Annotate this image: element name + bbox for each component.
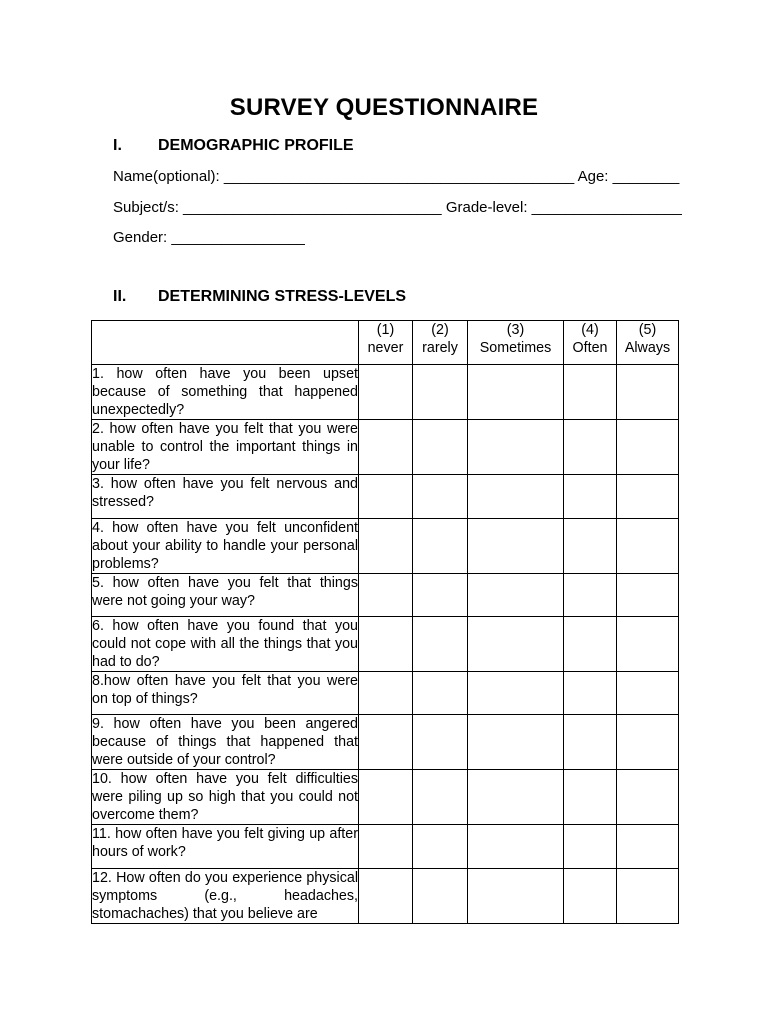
scale-label: rarely	[422, 340, 458, 356]
answer-cell-often[interactable]	[564, 715, 617, 770]
scale-header-sometimes	[468, 321, 564, 365]
question-row	[92, 672, 679, 715]
name-age-field[interactable]: Name(optional): __________________________________________ Age: ________	[113, 168, 680, 185]
answer-cell-rarely[interactable]	[413, 770, 468, 825]
question-text: 11. how often have you felt giving up after hours of work?	[92, 825, 359, 869]
question-header-cell	[92, 321, 359, 365]
scale-header-never	[359, 321, 413, 365]
answer-cell-rarely[interactable]	[413, 869, 468, 924]
answer-cell-always[interactable]	[617, 869, 679, 924]
question-text: 1. how often have you been upset because of something that happened unexpectedly?	[92, 366, 358, 418]
answer-cell-sometimes[interactable]	[468, 617, 564, 672]
answer-cell-never[interactable]	[359, 770, 413, 825]
question-row	[92, 617, 679, 672]
answer-cell-often[interactable]	[564, 574, 617, 617]
answer-cell-sometimes[interactable]	[468, 715, 564, 770]
subject-grade-field[interactable]: Subject/s: _______________________________ Grade-level: __________________	[113, 199, 682, 216]
answer-cell-often[interactable]	[564, 825, 617, 869]
question-text: 10. how often have you felt difficulties were piling up so high that you could not overcome them?	[92, 771, 358, 823]
scale-label: Often	[572, 340, 608, 356]
scale-number: (3)	[506, 322, 525, 338]
stress-survey-table	[91, 320, 679, 924]
question-text: 12. How often do you experience physical symptoms (e.g., headaches, stomachaches) that you believe are	[92, 870, 358, 922]
answer-cell-often[interactable]	[564, 420, 617, 475]
question-row	[92, 574, 679, 617]
answer-cell-never[interactable]	[359, 420, 413, 475]
answer-cell-always[interactable]	[617, 420, 679, 475]
answer-cell-never[interactable]	[359, 869, 413, 924]
answer-cell-never[interactable]	[359, 672, 413, 715]
question-row	[92, 519, 679, 574]
answer-cell-sometimes[interactable]	[468, 475, 564, 519]
answer-cell-sometimes[interactable]	[468, 365, 564, 420]
answer-cell-always[interactable]	[617, 519, 679, 574]
answer-cell-never[interactable]	[359, 574, 413, 617]
question-text: 6. how often have you found that you could not cope with all the things that you had to do?	[92, 618, 358, 670]
question-row	[92, 475, 679, 519]
answer-cell-always[interactable]	[617, 365, 679, 420]
answer-cell-always[interactable]	[617, 574, 679, 617]
section-2-number: II.	[113, 288, 127, 305]
answer-cell-rarely[interactable]	[413, 365, 468, 420]
section-1-number: I.	[113, 137, 122, 154]
answer-cell-never[interactable]	[359, 617, 413, 672]
question-row	[92, 869, 679, 924]
scale-label: never	[367, 340, 404, 356]
section-2-title: DETERMINING STRESS-LEVELS	[158, 288, 407, 305]
table-header-row	[92, 321, 679, 365]
answer-cell-rarely[interactable]	[413, 475, 468, 519]
answer-cell-often[interactable]	[564, 770, 617, 825]
scale-header-always	[617, 321, 679, 365]
answer-cell-always[interactable]	[617, 825, 679, 869]
answer-cell-never[interactable]	[359, 715, 413, 770]
answer-cell-never[interactable]	[359, 475, 413, 519]
section-2-heading	[113, 288, 406, 306]
question-text: 3. how often have you felt nervous and stressed?	[92, 475, 359, 519]
scale-label: Sometimes	[479, 340, 552, 356]
section-1-heading	[113, 137, 354, 155]
answer-cell-sometimes[interactable]	[468, 672, 564, 715]
answer-cell-always[interactable]	[617, 672, 679, 715]
gender-field[interactable]: Gender: ________________	[113, 229, 305, 246]
answer-cell-never[interactable]	[359, 825, 413, 869]
page-title: SURVEY QUESTIONNAIRE	[229, 94, 539, 121]
scale-number: (5)	[638, 322, 657, 338]
answer-cell-sometimes[interactable]	[468, 519, 564, 574]
answer-cell-rarely[interactable]	[413, 574, 468, 617]
answer-cell-rarely[interactable]	[413, 825, 468, 869]
answer-cell-rarely[interactable]	[413, 420, 468, 475]
scale-number: (1)	[376, 322, 395, 338]
scale-number: (2)	[431, 322, 449, 338]
answer-cell-often[interactable]	[564, 365, 617, 420]
answer-cell-often[interactable]	[564, 869, 617, 924]
question-text: 4. how often have you felt unconfident about your ability to handle your personal problems?	[92, 520, 358, 572]
question-row	[92, 420, 679, 475]
answer-cell-always[interactable]	[617, 770, 679, 825]
question-list	[92, 365, 679, 924]
question-row	[92, 365, 679, 420]
question-row	[92, 770, 679, 825]
answer-cell-always[interactable]	[617, 617, 679, 672]
question-row	[92, 825, 679, 869]
question-row	[92, 715, 679, 770]
question-text: 9. how often have you been angered because of things that happened that were outside of your control?	[92, 716, 358, 768]
section-1-title: DEMOGRAPHIC PROFILE	[158, 137, 354, 154]
scale-header-often	[564, 321, 617, 365]
answer-cell-never[interactable]	[359, 519, 413, 574]
scale-header-rarely	[413, 321, 468, 365]
answer-cell-sometimes[interactable]	[468, 770, 564, 825]
answer-cell-sometimes[interactable]	[468, 420, 564, 475]
question-text: 2. how often have you felt that you were unable to control the important things in your life?	[92, 421, 358, 473]
answer-cell-often[interactable]	[564, 475, 617, 519]
answer-cell-sometimes[interactable]	[468, 574, 564, 617]
answer-cell-rarely[interactable]	[413, 617, 468, 672]
scale-number: (4)	[581, 322, 599, 338]
answer-cell-rarely[interactable]	[413, 715, 468, 770]
answer-cell-often[interactable]	[564, 617, 617, 672]
answer-cell-always[interactable]	[617, 475, 679, 519]
answer-cell-never[interactable]	[359, 365, 413, 420]
answer-cell-often[interactable]	[564, 672, 617, 715]
question-text: 8.how often have you felt that you were on top of things?	[92, 672, 359, 715]
answer-cell-sometimes[interactable]	[468, 825, 564, 869]
answer-cell-sometimes[interactable]	[468, 869, 564, 924]
answer-cell-rarely[interactable]	[413, 672, 468, 715]
answer-cell-often[interactable]	[564, 519, 617, 574]
scale-label: Always	[624, 340, 671, 356]
answer-cell-always[interactable]	[617, 715, 679, 770]
answer-cell-rarely[interactable]	[413, 519, 468, 574]
question-text: 5. how often have you felt that things were not going your way?	[92, 574, 359, 617]
